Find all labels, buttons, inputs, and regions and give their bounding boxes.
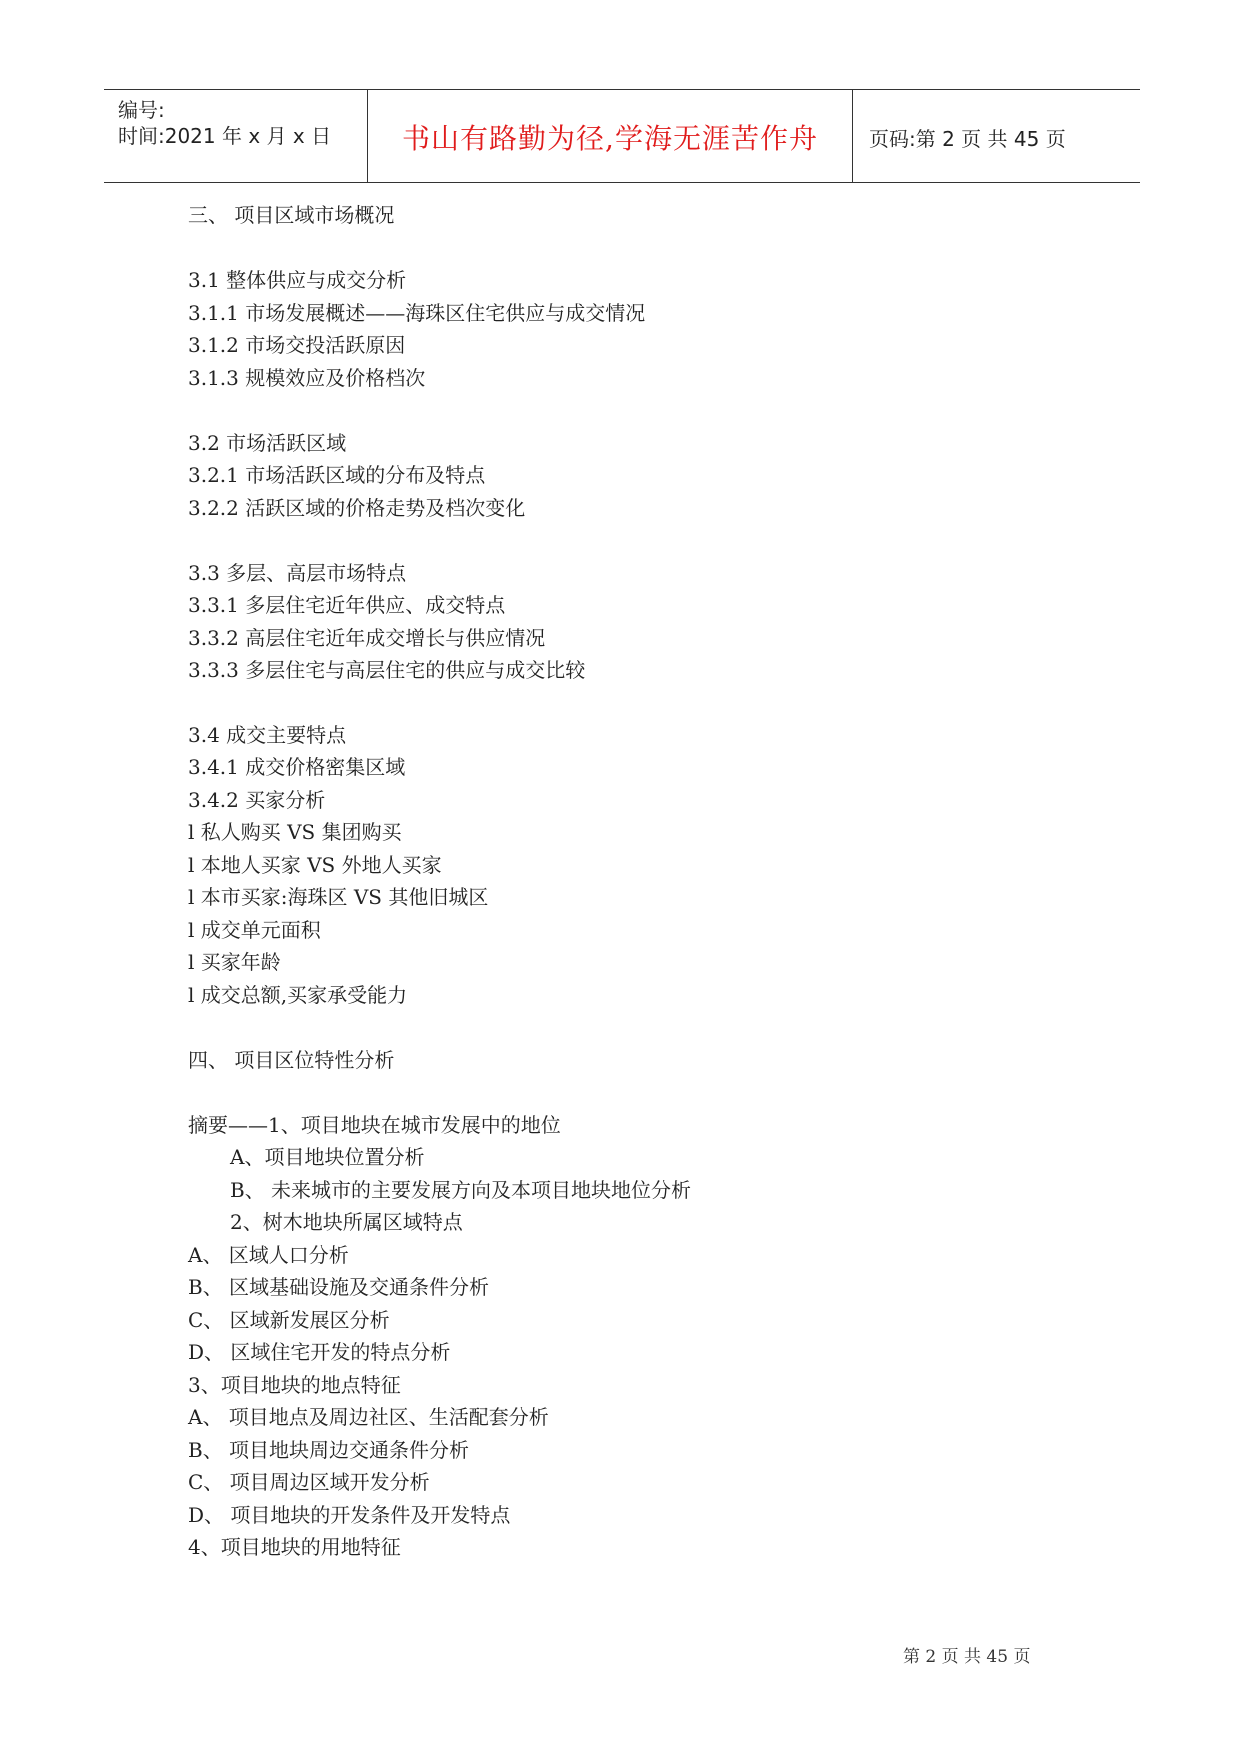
page-footer: 第 2 页 共 45 页 — [903, 1647, 1031, 1667]
header-motto-cell — [368, 90, 853, 182]
text-line: A、 项目地点及周边社区、生活配套分析 — [188, 1405, 549, 1429]
text-line: 3.1 整体供应与成交分析 — [188, 268, 407, 292]
text-line: 4、项目地块的用地特征 — [188, 1535, 401, 1559]
document-number-label: 编号: — [118, 98, 165, 122]
text-line: 四、 项目区位特性分析 — [188, 1048, 395, 1072]
text-line: 3.4.2 买家分析 — [188, 788, 326, 812]
text-line: 3、项目地块的地点特征 — [188, 1373, 401, 1397]
text-line: 摘要——1、项目地块在城市发展中的地位 — [188, 1113, 561, 1137]
text-line: 3.3.3 多层住宅与高层住宅的供应与成交比较 — [188, 658, 586, 682]
text-line: l 成交总额,买家承受能力 — [188, 983, 408, 1007]
document-time-label: 时间:2021 年 x 月 x 日 — [118, 124, 332, 148]
text-line: 三、 项目区域市场概况 — [188, 203, 395, 227]
text-line: 3.4 成交主要特点 — [188, 723, 347, 747]
text-line: l 成交单元面积 — [188, 918, 321, 942]
text-line: A、项目地块位置分析 — [230, 1145, 425, 1169]
text-line: B、 区域基础设施及交通条件分析 — [188, 1275, 490, 1299]
text-line: 3.2 市场活跃区域 — [188, 431, 347, 455]
text-line: 3.3.2 高层住宅近年成交增长与供应情况 — [188, 626, 546, 650]
text-line: B、 项目地块周边交通条件分析 — [188, 1438, 470, 1462]
header-meta-cell — [104, 90, 368, 182]
text-line: 2、树木地块所属区域特点 — [230, 1210, 463, 1234]
document-header — [104, 89, 1140, 183]
header-page-cell — [853, 90, 1140, 182]
text-line: 3.3 多层、高层市场特点 — [188, 561, 407, 585]
text-line: C、 项目周边区域开发分析 — [188, 1470, 430, 1494]
text-line: 3.2.1 市场活跃区域的分布及特点 — [188, 463, 486, 487]
text-line: 3.1.1 市场发展概述——海珠区住宅供应与成交情况 — [188, 301, 646, 325]
text-line: 3.1.3 规模效应及价格档次 — [188, 366, 426, 390]
text-line: D、 区域住宅开发的特点分析 — [188, 1340, 451, 1364]
text-line: 3.1.2 市场交投活跃原因 — [188, 333, 406, 357]
header-page-code: 页码:第 2 页 共 45 页 — [869, 127, 1066, 151]
text-line: D、 项目地块的开发条件及开发特点 — [188, 1503, 511, 1527]
header-motto: 书山有路勤为径,学海无涯苦作舟 — [402, 122, 818, 155]
text-line: A、 区域人口分析 — [188, 1243, 349, 1267]
text-line: 3.4.1 成交价格密集区域 — [188, 755, 406, 779]
text-line: l 本地人买家 VS 外地人买家 — [188, 853, 442, 877]
text-line: l 私人购买 VS 集团购买 — [188, 820, 402, 844]
text-line: l 买家年龄 — [188, 950, 281, 974]
text-line: 3.3.1 多层住宅近年供应、成交特点 — [188, 593, 506, 617]
text-line: C、 区域新发展区分析 — [188, 1308, 390, 1332]
text-line: l 本市买家:海珠区 VS 其他旧城区 — [188, 885, 489, 909]
text-line: B、 未来城市的主要发展方向及本项目地块地位分析 — [230, 1178, 692, 1202]
text-line: 3.2.2 活跃区域的价格走势及档次变化 — [188, 496, 526, 520]
